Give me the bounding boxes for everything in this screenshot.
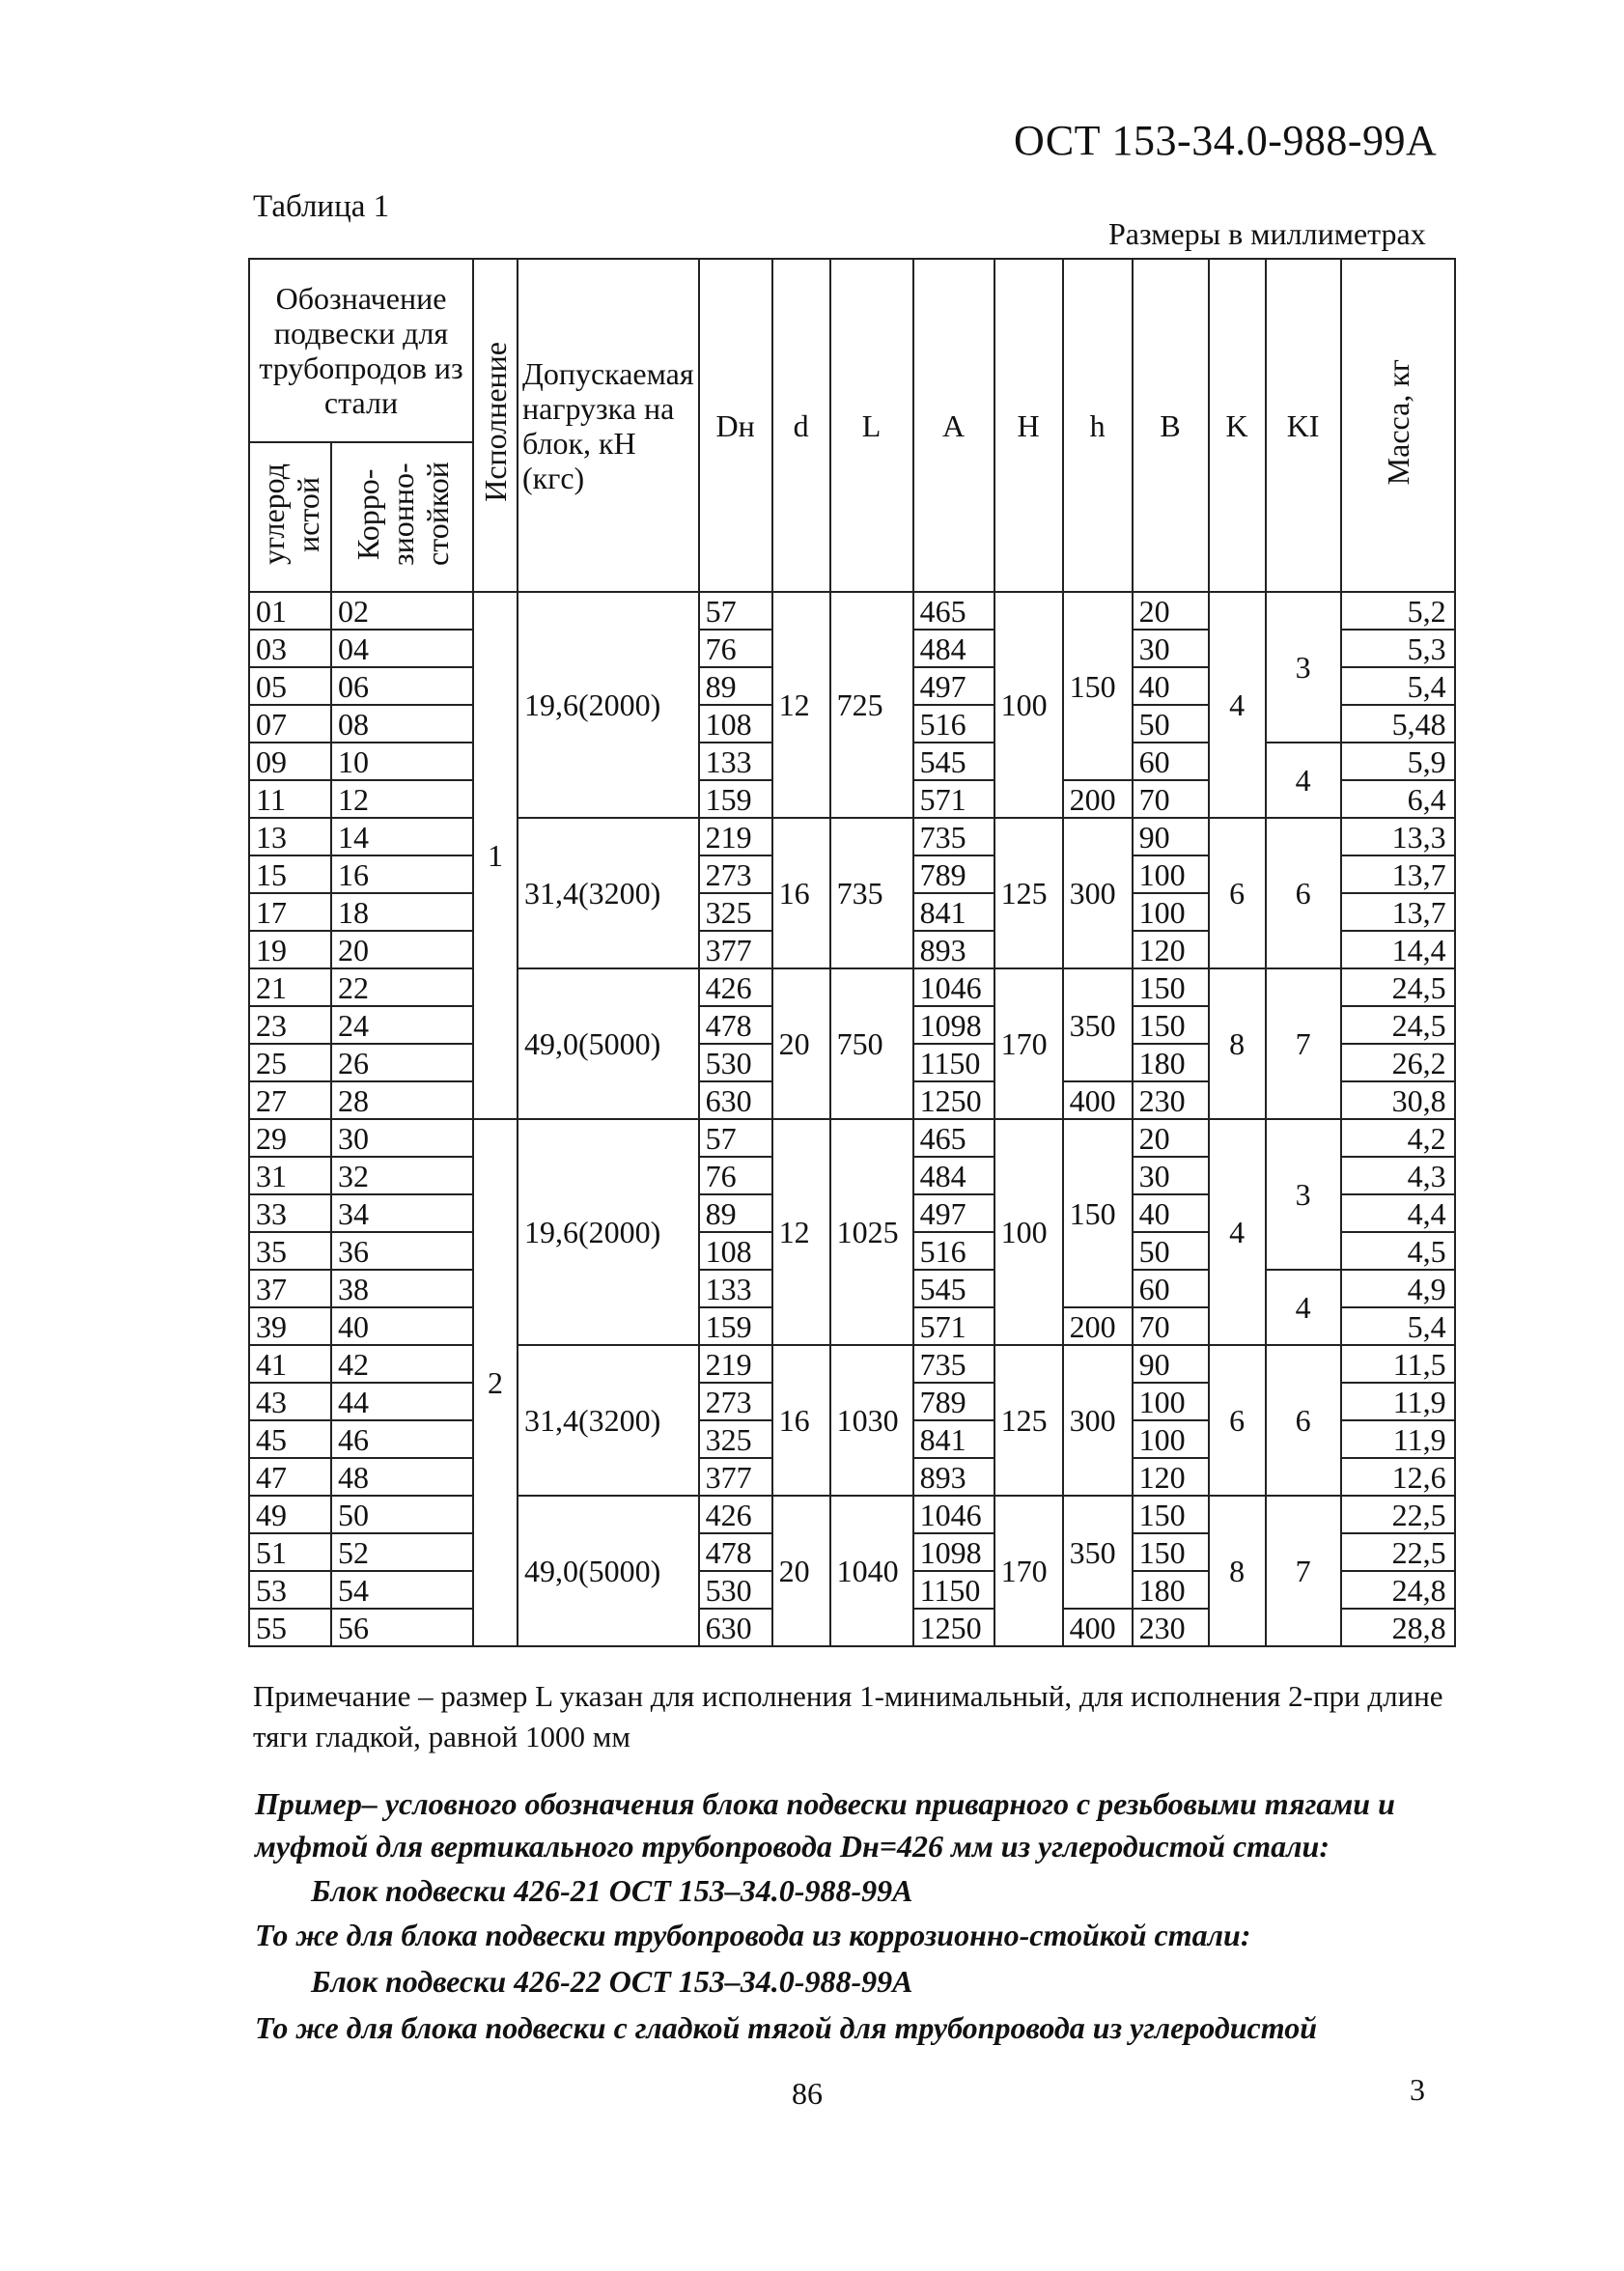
b-cell: 180	[1133, 1571, 1209, 1609]
k1-cell: 7	[1266, 968, 1341, 1119]
l-cell: 1040	[830, 1496, 913, 1646]
mass-cell: 13,7	[1341, 893, 1455, 931]
corrosion-code-cell: 26	[331, 1044, 473, 1081]
example-line-5: То же для блока подвески с гладкой тягой для трубопровода из углеродистой	[255, 2010, 1317, 2045]
corrosion-code-cell: 16	[331, 855, 473, 893]
mass-cell: 28,8	[1341, 1609, 1455, 1646]
table-row	[249, 1496, 1455, 1533]
b-cell: 70	[1133, 780, 1209, 818]
carbon-code-cell: 55	[249, 1609, 331, 1646]
a-cell: 571	[913, 780, 994, 818]
d-cell: 12	[772, 1119, 830, 1345]
carbon-code-cell: 13	[249, 818, 331, 855]
a-cell: 735	[913, 1345, 994, 1383]
h-upper-cell: 125	[994, 818, 1063, 968]
h-lower-cell: 350	[1063, 1496, 1133, 1609]
b-cell: 70	[1133, 1307, 1209, 1345]
a-cell: 484	[913, 630, 994, 667]
corrosion-code-cell: 36	[331, 1232, 473, 1270]
mass-cell: 24,5	[1341, 1006, 1455, 1044]
dn-cell: 478	[699, 1006, 772, 1044]
d-cell: 20	[772, 1496, 830, 1646]
carbon-steel-header: углерод истой	[249, 442, 331, 592]
b-cell: 100	[1133, 855, 1209, 893]
mass-cell: 4,5	[1341, 1232, 1455, 1270]
k-cell: 4	[1209, 592, 1266, 818]
table-note: Примечание – размер L указан для исполнения 1-минимальный, для исполнения 2-при длине тяги гладкой, равной 1000 мм	[253, 1679, 1443, 1753]
k-cell: 6	[1209, 818, 1266, 968]
carbon-code-cell: 39	[249, 1307, 331, 1345]
corrosion-code-cell: 14	[331, 818, 473, 855]
h-lower-cell: 400	[1063, 1609, 1133, 1646]
k1-cell: 4	[1266, 743, 1341, 818]
carbon-code-cell: 21	[249, 968, 331, 1006]
mass-cell: 5,2	[1341, 592, 1455, 630]
a-cell: 1098	[913, 1006, 994, 1044]
h-upper-cell: 125	[994, 1345, 1063, 1496]
b-cell: 100	[1133, 1420, 1209, 1458]
mass-cell: 12,6	[1341, 1458, 1455, 1496]
dn-cell: 630	[699, 1081, 772, 1119]
a-cell: 1098	[913, 1533, 994, 1571]
b-cell: 120	[1133, 931, 1209, 968]
load-cell: 49,0(5000)	[518, 1496, 699, 1646]
carbon-code-cell: 53	[249, 1571, 331, 1609]
h-lower-cell: 300	[1063, 818, 1133, 968]
mass-cell: 5,48	[1341, 705, 1455, 743]
b-cell: 30	[1133, 630, 1209, 667]
b-cell: 150	[1133, 1496, 1209, 1533]
b-cell: 40	[1133, 1194, 1209, 1232]
carbon-code-cell: 05	[249, 667, 331, 705]
a-cell: 893	[913, 931, 994, 968]
carbon-code-cell: 09	[249, 743, 331, 780]
h-upper-header: H	[994, 259, 1063, 592]
dn-cell: 159	[699, 780, 772, 818]
corrosion-steel-header: Корро-зионно-стойкой	[331, 442, 473, 592]
b-cell: 60	[1133, 1270, 1209, 1307]
k1-cell: 6	[1266, 1345, 1341, 1496]
dn-header: Dн	[699, 259, 772, 592]
b-cell: 230	[1133, 1081, 1209, 1119]
a-cell: 1250	[913, 1609, 994, 1646]
b-cell: 90	[1133, 818, 1209, 855]
corrosion-code-cell: 10	[331, 743, 473, 780]
a-cell: 484	[913, 1157, 994, 1194]
dn-cell: 89	[699, 667, 772, 705]
k-cell: 8	[1209, 1496, 1266, 1646]
h-lower-cell: 200	[1063, 1307, 1133, 1345]
corrosion-code-cell: 24	[331, 1006, 473, 1044]
l-cell: 735	[830, 818, 913, 968]
a-cell: 497	[913, 1194, 994, 1232]
d-cell: 16	[772, 1345, 830, 1496]
corrosion-code-cell: 32	[331, 1157, 473, 1194]
mass-cell: 14,4	[1341, 931, 1455, 968]
dn-cell: 219	[699, 1345, 772, 1383]
dn-cell: 108	[699, 1232, 772, 1270]
l-cell: 750	[830, 968, 913, 1119]
b-cell: 100	[1133, 893, 1209, 931]
a-cell: 789	[913, 1383, 994, 1420]
corrosion-code-cell: 46	[331, 1420, 473, 1458]
b-cell: 180	[1133, 1044, 1209, 1081]
carbon-code-cell: 17	[249, 893, 331, 931]
mass-cell: 5,4	[1341, 667, 1455, 705]
b-cell: 50	[1133, 1232, 1209, 1270]
load-cell: 49,0(5000)	[518, 968, 699, 1119]
carbon-code-cell: 45	[249, 1420, 331, 1458]
execution-cell: 1	[473, 592, 518, 1119]
table-row	[249, 1345, 1455, 1383]
load-header: Допускаемая нагрузка на блок, кН (кгс)	[518, 259, 699, 592]
designation-header: Обозначение подвески для трубопродов из стали	[249, 259, 473, 442]
a-cell: 1046	[913, 1496, 994, 1533]
corrosion-code-cell: 18	[331, 893, 473, 931]
h-lower-cell: 150	[1063, 592, 1133, 780]
example-line-4: Блок подвески 426-22 ОСТ 153–34.0-988-99А	[311, 1964, 913, 1999]
b-cell: 90	[1133, 1345, 1209, 1383]
mass-cell: 4,2	[1341, 1119, 1455, 1157]
document-code: ОСТ 153-34.0-988-99А	[1014, 117, 1438, 164]
table-row	[249, 818, 1455, 855]
mass-cell: 11,5	[1341, 1345, 1455, 1383]
a-cell: 545	[913, 1270, 994, 1307]
load-cell: 31,4(3200)	[518, 1345, 699, 1496]
h-lower-cell: 200	[1063, 780, 1133, 818]
carbon-code-cell: 33	[249, 1194, 331, 1232]
k1-cell: 6	[1266, 818, 1341, 968]
corrosion-code-cell: 54	[331, 1571, 473, 1609]
h-upper-cell: 170	[994, 968, 1063, 1119]
a-cell: 571	[913, 1307, 994, 1345]
dn-cell: 133	[699, 1270, 772, 1307]
carbon-code-cell: 25	[249, 1044, 331, 1081]
a-cell: 465	[913, 592, 994, 630]
corrosion-code-cell: 20	[331, 931, 473, 968]
dn-cell: 377	[699, 1458, 772, 1496]
a-cell: 465	[913, 1119, 994, 1157]
corrosion-code-cell: 56	[331, 1609, 473, 1646]
table-row	[249, 592, 1455, 630]
carbon-code-cell: 19	[249, 931, 331, 968]
dn-cell: 273	[699, 1383, 772, 1420]
dn-cell: 57	[699, 592, 772, 630]
corrosion-code-cell: 34	[331, 1194, 473, 1232]
b-cell: 150	[1133, 1006, 1209, 1044]
b-cell: 20	[1133, 592, 1209, 630]
h-upper-cell: 170	[994, 1496, 1063, 1646]
a-cell: 1150	[913, 1044, 994, 1081]
a-cell: 893	[913, 1458, 994, 1496]
dn-cell: 159	[699, 1307, 772, 1345]
example-line-2: Блок подвески 426-21 ОСТ 153–34.0-988-99А	[311, 1873, 913, 1908]
carbon-code-cell: 41	[249, 1345, 331, 1383]
carbon-code-cell: 31	[249, 1157, 331, 1194]
corrosion-code-cell: 40	[331, 1307, 473, 1345]
b-cell: 230	[1133, 1609, 1209, 1646]
l-header: L	[830, 259, 913, 592]
dn-cell: 530	[699, 1044, 772, 1081]
carbon-code-cell: 15	[249, 855, 331, 893]
table-label: Таблица 1	[253, 189, 390, 224]
mass-cell: 11,9	[1341, 1383, 1455, 1420]
dn-cell: 377	[699, 931, 772, 968]
b-header: B	[1133, 259, 1209, 592]
h-upper-cell: 100	[994, 592, 1063, 818]
carbon-code-cell: 27	[249, 1081, 331, 1119]
sheet-number: 3	[1410, 2072, 1425, 2107]
a-cell: 841	[913, 893, 994, 931]
d-header: d	[772, 259, 830, 592]
carbon-code-cell: 23	[249, 1006, 331, 1044]
corrosion-code-cell: 38	[331, 1270, 473, 1307]
example-line-1: Пример– условного обозначения блока подвески приварного с резьбовыми тягами и муфтой для вертикального трубопровода Dн=426 мм из углеродистой стали:	[255, 1786, 1395, 1864]
table-row	[249, 968, 1455, 1006]
dn-cell: 219	[699, 818, 772, 855]
dn-cell: 530	[699, 1571, 772, 1609]
a-cell: 1150	[913, 1571, 994, 1609]
b-cell: 60	[1133, 743, 1209, 780]
example-line-3: То же для блока подвески трубопровода из коррозионно-стойкой стали:	[255, 1918, 1251, 1952]
corrosion-code-cell: 28	[331, 1081, 473, 1119]
dn-cell: 273	[699, 855, 772, 893]
corrosion-code-cell: 04	[331, 630, 473, 667]
corrosion-code-cell: 02	[331, 592, 473, 630]
b-cell: 30	[1133, 1157, 1209, 1194]
carbon-code-cell: 35	[249, 1232, 331, 1270]
corrosion-code-cell: 08	[331, 705, 473, 743]
h-lower-header: h	[1063, 259, 1133, 592]
mass-cell: 24,5	[1341, 968, 1455, 1006]
dn-cell: 76	[699, 1157, 772, 1194]
mass-cell: 4,3	[1341, 1157, 1455, 1194]
h-lower-cell: 300	[1063, 1345, 1133, 1496]
mass-cell: 6,4	[1341, 780, 1455, 818]
carbon-code-cell: 29	[249, 1119, 331, 1157]
corrosion-code-cell: 44	[331, 1383, 473, 1420]
h-upper-cell: 100	[994, 1119, 1063, 1345]
carbon-code-cell: 03	[249, 630, 331, 667]
d-cell: 16	[772, 818, 830, 968]
b-cell: 20	[1133, 1119, 1209, 1157]
b-cell: 40	[1133, 667, 1209, 705]
a-cell: 516	[913, 1232, 994, 1270]
a-cell: 1046	[913, 968, 994, 1006]
dimensions-table	[248, 258, 1456, 1647]
load-cell: 31,4(3200)	[518, 818, 699, 968]
execution-cell: 2	[473, 1119, 518, 1646]
mass-cell: 5,4	[1341, 1307, 1455, 1345]
carbon-code-cell: 47	[249, 1458, 331, 1496]
corrosion-code-cell: 50	[331, 1496, 473, 1533]
dn-cell: 108	[699, 705, 772, 743]
table-row	[249, 1119, 1455, 1157]
b-cell: 100	[1133, 1383, 1209, 1420]
load-cell: 19,6(2000)	[518, 1119, 699, 1345]
corrosion-code-cell: 52	[331, 1533, 473, 1571]
mass-cell: 5,3	[1341, 630, 1455, 667]
corrosion-code-cell: 48	[331, 1458, 473, 1496]
corrosion-code-cell: 22	[331, 968, 473, 1006]
units-note: Размеры в миллиметрах	[1108, 216, 1426, 251]
mass-cell: 30,8	[1341, 1081, 1455, 1119]
k1-cell: 7	[1266, 1496, 1341, 1646]
mass-cell: 22,5	[1341, 1533, 1455, 1571]
mass-cell: 26,2	[1341, 1044, 1455, 1081]
dn-cell: 325	[699, 893, 772, 931]
k-cell: 6	[1209, 1345, 1266, 1496]
dn-cell: 325	[699, 1420, 772, 1458]
h-lower-cell: 350	[1063, 968, 1133, 1081]
l-cell: 1030	[830, 1345, 913, 1496]
k-cell: 4	[1209, 1119, 1266, 1345]
k1-cell: 3	[1266, 1119, 1341, 1270]
b-cell: 150	[1133, 968, 1209, 1006]
mass-cell: 4,4	[1341, 1194, 1455, 1232]
mass-cell: 4,9	[1341, 1270, 1455, 1307]
b-cell: 50	[1133, 705, 1209, 743]
dn-cell: 57	[699, 1119, 772, 1157]
carbon-code-cell: 49	[249, 1496, 331, 1533]
k-cell: 8	[1209, 968, 1266, 1119]
mass-cell: 24,8	[1341, 1571, 1455, 1609]
a-cell: 545	[913, 743, 994, 780]
a-cell: 1250	[913, 1081, 994, 1119]
a-cell: 789	[913, 855, 994, 893]
b-cell: 120	[1133, 1458, 1209, 1496]
h-lower-cell: 150	[1063, 1119, 1133, 1307]
d-cell: 12	[772, 592, 830, 818]
dn-cell: 133	[699, 743, 772, 780]
l-cell: 725	[830, 592, 913, 818]
a-cell: 841	[913, 1420, 994, 1458]
k1-cell: 3	[1266, 592, 1341, 743]
k1-cell: 4	[1266, 1270, 1341, 1345]
dn-cell: 478	[699, 1533, 772, 1571]
mass-header: Масса, кг	[1341, 259, 1455, 592]
carbon-code-cell: 01	[249, 592, 331, 630]
corrosion-code-cell: 06	[331, 667, 473, 705]
a-cell: 735	[913, 818, 994, 855]
a-header: A	[913, 259, 994, 592]
carbon-code-cell: 37	[249, 1270, 331, 1307]
corrosion-code-cell: 42	[331, 1345, 473, 1383]
load-cell: 19,6(2000)	[518, 592, 699, 818]
carbon-code-cell: 07	[249, 705, 331, 743]
k-header: K	[1209, 259, 1266, 592]
page-number: 86	[792, 2076, 823, 2111]
b-cell: 150	[1133, 1533, 1209, 1571]
carbon-code-cell: 43	[249, 1383, 331, 1420]
execution-header: Исполнение	[473, 259, 518, 592]
dn-cell: 426	[699, 1496, 772, 1533]
dn-cell: 630	[699, 1609, 772, 1646]
mass-cell: 5,9	[1341, 743, 1455, 780]
mass-cell: 13,3	[1341, 818, 1455, 855]
mass-cell: 22,5	[1341, 1496, 1455, 1533]
dn-cell: 76	[699, 630, 772, 667]
h-lower-cell: 400	[1063, 1081, 1133, 1119]
carbon-code-cell: 11	[249, 780, 331, 818]
carbon-code-cell: 51	[249, 1533, 331, 1571]
k1-header: KI	[1266, 259, 1341, 592]
dn-cell: 426	[699, 968, 772, 1006]
a-cell: 516	[913, 705, 994, 743]
d-cell: 20	[772, 968, 830, 1119]
dn-cell: 89	[699, 1194, 772, 1232]
mass-cell: 11,9	[1341, 1420, 1455, 1458]
mass-cell: 13,7	[1341, 855, 1455, 893]
a-cell: 497	[913, 667, 994, 705]
corrosion-code-cell: 30	[331, 1119, 473, 1157]
l-cell: 1025	[830, 1119, 913, 1345]
corrosion-code-cell: 12	[331, 780, 473, 818]
